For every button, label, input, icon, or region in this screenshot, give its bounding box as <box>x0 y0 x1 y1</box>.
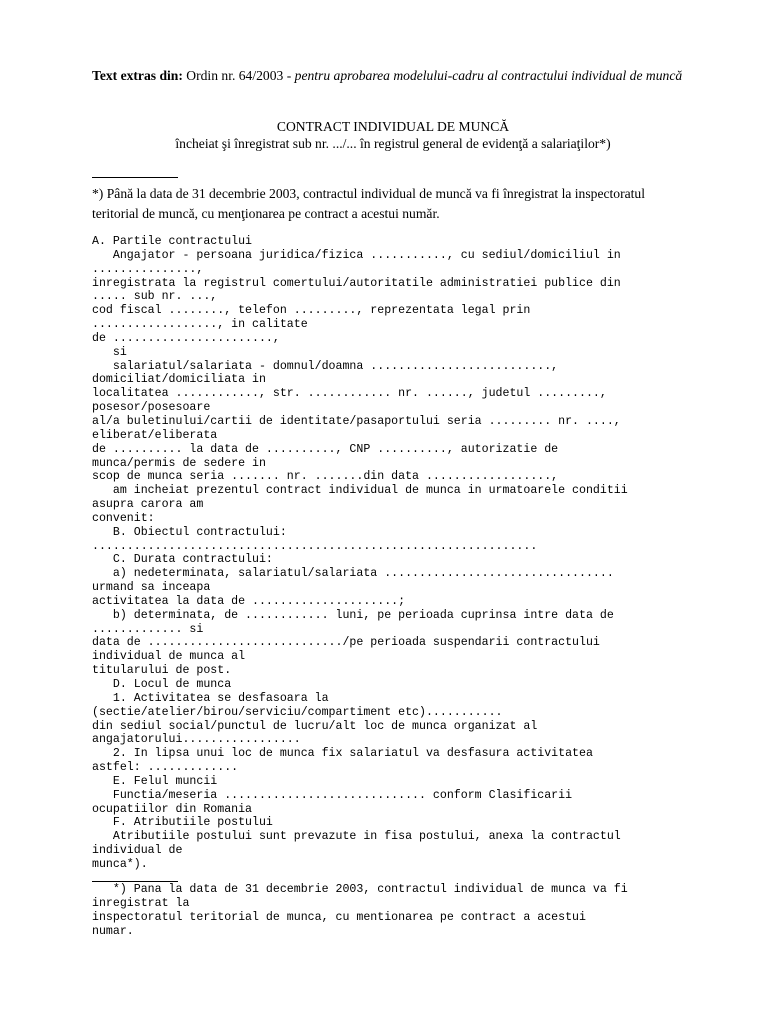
contract-line: data de ............................/pe perioada suspendarii contractului <box>92 636 600 650</box>
contract-line: .................., in calitate <box>92 318 308 332</box>
source-act: Ordin nr. 64/2003 - <box>186 68 292 83</box>
footnote-line: *) Pana la data de 31 decembrie 2003, contractul individual de munca va fi <box>92 883 628 896</box>
contract-line: F. Atributiile postului <box>92 816 273 830</box>
contract-line: munca/permis de sedere in <box>92 456 266 470</box>
footnote-separator-top <box>92 177 178 178</box>
contract-line: salariatul/salariata - domnul/doamna .........................., <box>92 359 559 373</box>
source-reference <box>92 68 692 84</box>
contract-line: de ......................., <box>92 331 280 345</box>
contract-line: titularului de post. <box>92 664 232 678</box>
contract-line: scop de munca seria ....... nr. .......din data .................., <box>92 470 559 484</box>
contract-line: a) nedeterminata, salariatul/salariata ................................. <box>92 567 614 581</box>
document-subtitle: încheiat şi înregistrat sub nr. .../... în registrul general de evidenţă a salariaţilor*) <box>175 136 611 151</box>
contract-line: eliberat/eliberata <box>92 428 218 442</box>
contract-line: (sectie/atelier/birou/serviciu/compartiment etc)........... <box>92 705 503 719</box>
contract-line: b) determinata, de ............ luni, pe perioada cuprinsa intre data de <box>92 608 614 622</box>
footnote-line: numar. <box>92 924 134 938</box>
source-purpose: pentru aprobarea modelului-cadru al contractului individual de muncă <box>294 68 683 83</box>
contract-body <box>92 235 628 872</box>
contract-line: inregistrata la registrul comertului/autoritatile administratiei publice din <box>92 276 621 290</box>
contract-line: urmand sa inceapa <box>92 581 211 595</box>
contract-line: si <box>92 345 127 359</box>
contract-line: din sediul social/punctul de lucru/alt loc de munca organizat al <box>92 719 538 733</box>
footnote-line: inregistrat la <box>92 896 190 910</box>
contract-line: astfel: ............. <box>92 761 239 775</box>
contract-line: individual de <box>92 844 183 858</box>
contract-line: 2. In lipsa unui loc de munca fix salariatul va desfasura activitatea <box>92 747 593 761</box>
contract-line: ..... sub nr. ..., <box>92 290 218 304</box>
contract-line: ..............., <box>92 262 204 276</box>
contract-line: convenit: <box>92 511 155 525</box>
contract-line: A. Partile contractului <box>92 235 253 248</box>
contract-line: angajatorului................. <box>92 733 301 747</box>
footnote-top: *) Până la data de 31 decembrie 2003, contractul individual de muncă va fi înregistrat la inspectoratul teritorial de muncă, cu menţionarea pe contract a acestui număr. <box>92 186 645 221</box>
contract-line: Angajator - persoana juridica/fizica ..........., cu sediul/domiciliul in <box>92 248 621 262</box>
contract-line: domiciliat/domiciliata in <box>92 373 266 387</box>
contract-line: asupra carora am <box>92 498 204 512</box>
contract-line: ocupatiilor din Romania <box>92 802 253 816</box>
contract-line: localitatea ............, str. ............ nr. ......, judetul ........., <box>92 387 607 401</box>
contract-line: 1. Activitatea se desfasoara la <box>92 691 329 705</box>
contract-line: munca*). <box>92 857 148 871</box>
contract-line: posesor/posesoare <box>92 401 211 415</box>
contract-line: de .......... la data de .........., CNP .........., autorizatie de <box>92 442 559 456</box>
contract-line: cod fiscal ........, telefon ........., reprezentata legal prin <box>92 304 531 318</box>
contract-line: am incheiat prezentul contract individual de munca in urmatoarele conditii <box>92 484 628 498</box>
contract-line: B. Obiectul contractului: <box>92 525 287 539</box>
footnote-separator-bottom <box>92 881 178 882</box>
contract-line: al/a buletinului/cartii de identitate/pasaportului seria ......... nr. ...., <box>92 414 621 428</box>
contract-line: individual de munca al <box>92 650 246 664</box>
footnote-line: inspectoratul teritorial de munca, cu mentionarea pe contract a acestui <box>92 910 586 924</box>
contract-line: ............. si <box>92 622 204 636</box>
contract-line: E. Felul muncii <box>92 774 218 788</box>
contract-line: activitatea la data de .....................; <box>92 594 406 608</box>
contract-line: Functia/meseria ............................. conform Clasificarii <box>92 788 573 802</box>
contract-line: C. Durata contractului: <box>92 553 273 567</box>
document-title: CONTRACT INDIVIDUAL DE MUNCĂ <box>276 119 510 134</box>
contract-line: ................................................................ <box>92 539 538 553</box>
footnote-bottom <box>92 883 628 938</box>
source-label: Text extras din: <box>92 68 183 83</box>
contract-line: Atributiile postului sunt prevazute in fisa postului, anexa la contractul <box>92 830 621 844</box>
contract-line: D. Locul de munca <box>92 678 232 691</box>
